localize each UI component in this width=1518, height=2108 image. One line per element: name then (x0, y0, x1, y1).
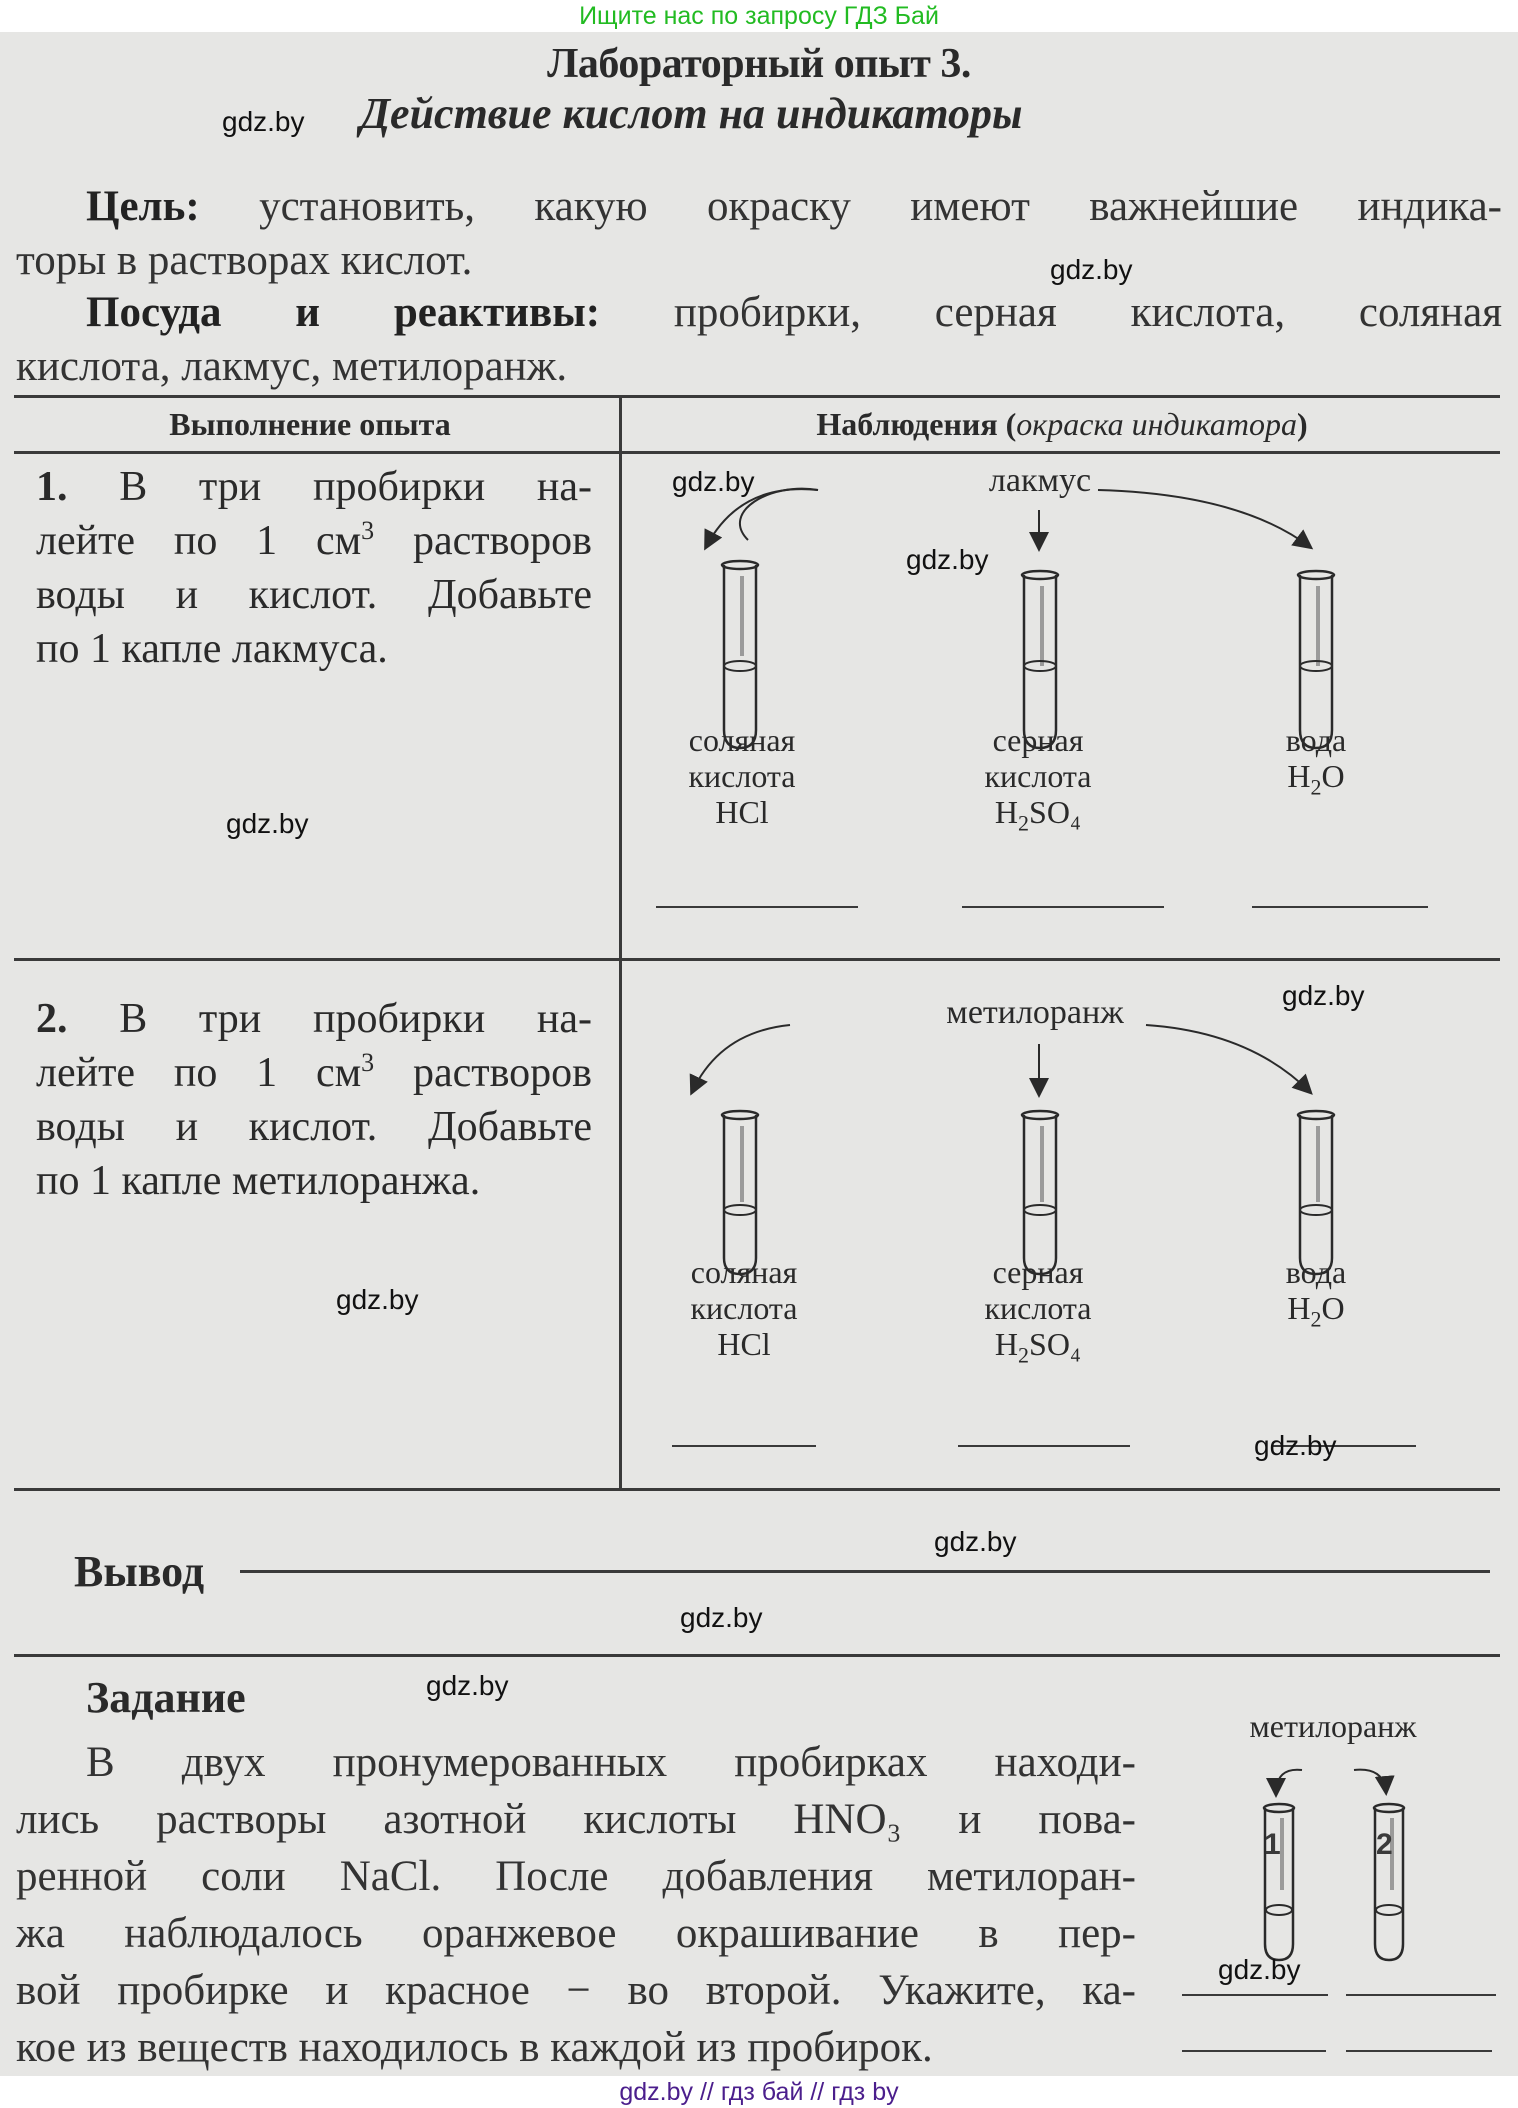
watermark: gdz.by (1050, 254, 1133, 285)
tube-label-h2o: вода $H_2O$ (1285, 722, 1347, 800)
answer-field-h2so4-litmus[interactable] (962, 906, 1164, 908)
watermark: gdz.by (336, 1284, 419, 1315)
step-1-text: 1. В три пробирки на- лейте по 1 $см^3$ растворов воды и кислот. Добавьте по 1 капле лакмуса. (36, 464, 592, 672)
test-tube-icon (1296, 1108, 1336, 1276)
conclusion-field-line-2[interactable] (14, 1654, 1500, 1657)
column-header-procedure: Выполнение опыта (169, 406, 451, 442)
task-answer-tube2-line1[interactable] (1346, 1994, 1496, 1996)
goal-text-2: торы в растворах кислот. (16, 237, 473, 284)
workbook-page (0, 32, 1518, 2076)
conclusion-label: Вывод (74, 1547, 205, 1596)
test-tube-icon (1372, 1802, 1406, 1962)
bottom-banner[interactable]: gdz.by // гдз бай // гдз by (0, 2076, 1518, 2108)
tube-number-2: 2 (1376, 1828, 1393, 1861)
test-tube-icon (1020, 1108, 1060, 1276)
page-title: Лабораторный опыт 3. (547, 41, 971, 87)
watermark: gdz.by (934, 1526, 1017, 1557)
tube-label-hcl: соляная кислота HCl (690, 1254, 798, 1362)
watermark: gdz.by (680, 1602, 763, 1633)
conclusion-field-line-1[interactable] (240, 1570, 1490, 1573)
tube-label-h2so4: серная кислота $H_2SO_4$ (984, 1254, 1092, 1368)
watermark: gdz.by (222, 106, 305, 137)
watermark: gdz.by (906, 544, 989, 575)
column-header-observations: Наблюдения (окраска индикатора) (816, 406, 1308, 442)
task-answer-tube1-line2[interactable] (1182, 2050, 1326, 2052)
goal-label: Цель: (86, 183, 200, 230)
answer-field-hcl-litmus[interactable] (656, 906, 858, 908)
watermark: gdz.by (226, 808, 309, 839)
tube-label-h2so4: серная кислота $H_2SO_4$ (984, 722, 1092, 836)
task-answer-tube2-line2[interactable] (1346, 2050, 1492, 2052)
step-2-text: 2. В три пробирки на- лейте по 1 $см^3$ растворов воды и кислот. Добавьте по 1 капле метилоранжа. (36, 996, 592, 1204)
task-answer-tube1-line1[interactable] (1182, 1994, 1328, 1996)
answer-field-h2o-litmus[interactable] (1252, 906, 1428, 908)
tube-label-hcl: соляная кислота HCl (688, 722, 796, 830)
watermark: gdz.by (1254, 1430, 1337, 1461)
watermark: gdz.by (426, 1670, 509, 1701)
tube-label-h2o: вода $H_2O$ (1285, 1254, 1347, 1332)
indicator-label-methyl-orange: метилоранж (946, 994, 1124, 1031)
answer-field-hcl-methyl-orange[interactable] (672, 1445, 816, 1447)
goal-text-1: установить, какую окраску имеют важнейшие индика- (199, 183, 1502, 230)
tube-number-1: 1 (1264, 1828, 1281, 1861)
equipment-text-1: пробирки, серная кислота, соляная (600, 289, 1502, 336)
test-tube-icon (1262, 1802, 1296, 1962)
answer-field-h2so4-methyl-orange[interactable] (958, 1445, 1130, 1447)
task-heading: Задание (86, 1673, 246, 1722)
watermark: gdz.by (1282, 980, 1365, 1011)
task-text: В двух пронумерованных пробирках находи- лись растворы азотной кислоты HNO₃ и пова- ренной соли NaCl. После добавления метилоран- жа наблюдалось оранжевое окрашивание в пер- вой пробирке и красное − во второй. Укажите, ка- кое из веществ находилось в каждой из пробирок. (16, 1739, 1136, 2071)
equipment-label: Посуда и реактивы: (86, 289, 601, 336)
top-banner[interactable]: Ищите нас по запросу ГДЗ Бай (0, 0, 1518, 32)
watermark: gdz.by (672, 466, 755, 497)
indicator-label-litmus: лакмус (988, 462, 1092, 499)
task-indicator-label: метилоранж (1249, 1708, 1417, 1744)
page-subtitle: Действие кислот на индикаторы (360, 89, 1023, 138)
equipment-text-2: кислота, лакмус, метилоранж. (16, 343, 568, 390)
watermark: gdz.by (1218, 1954, 1301, 1985)
test-tube-icon (720, 1108, 760, 1276)
